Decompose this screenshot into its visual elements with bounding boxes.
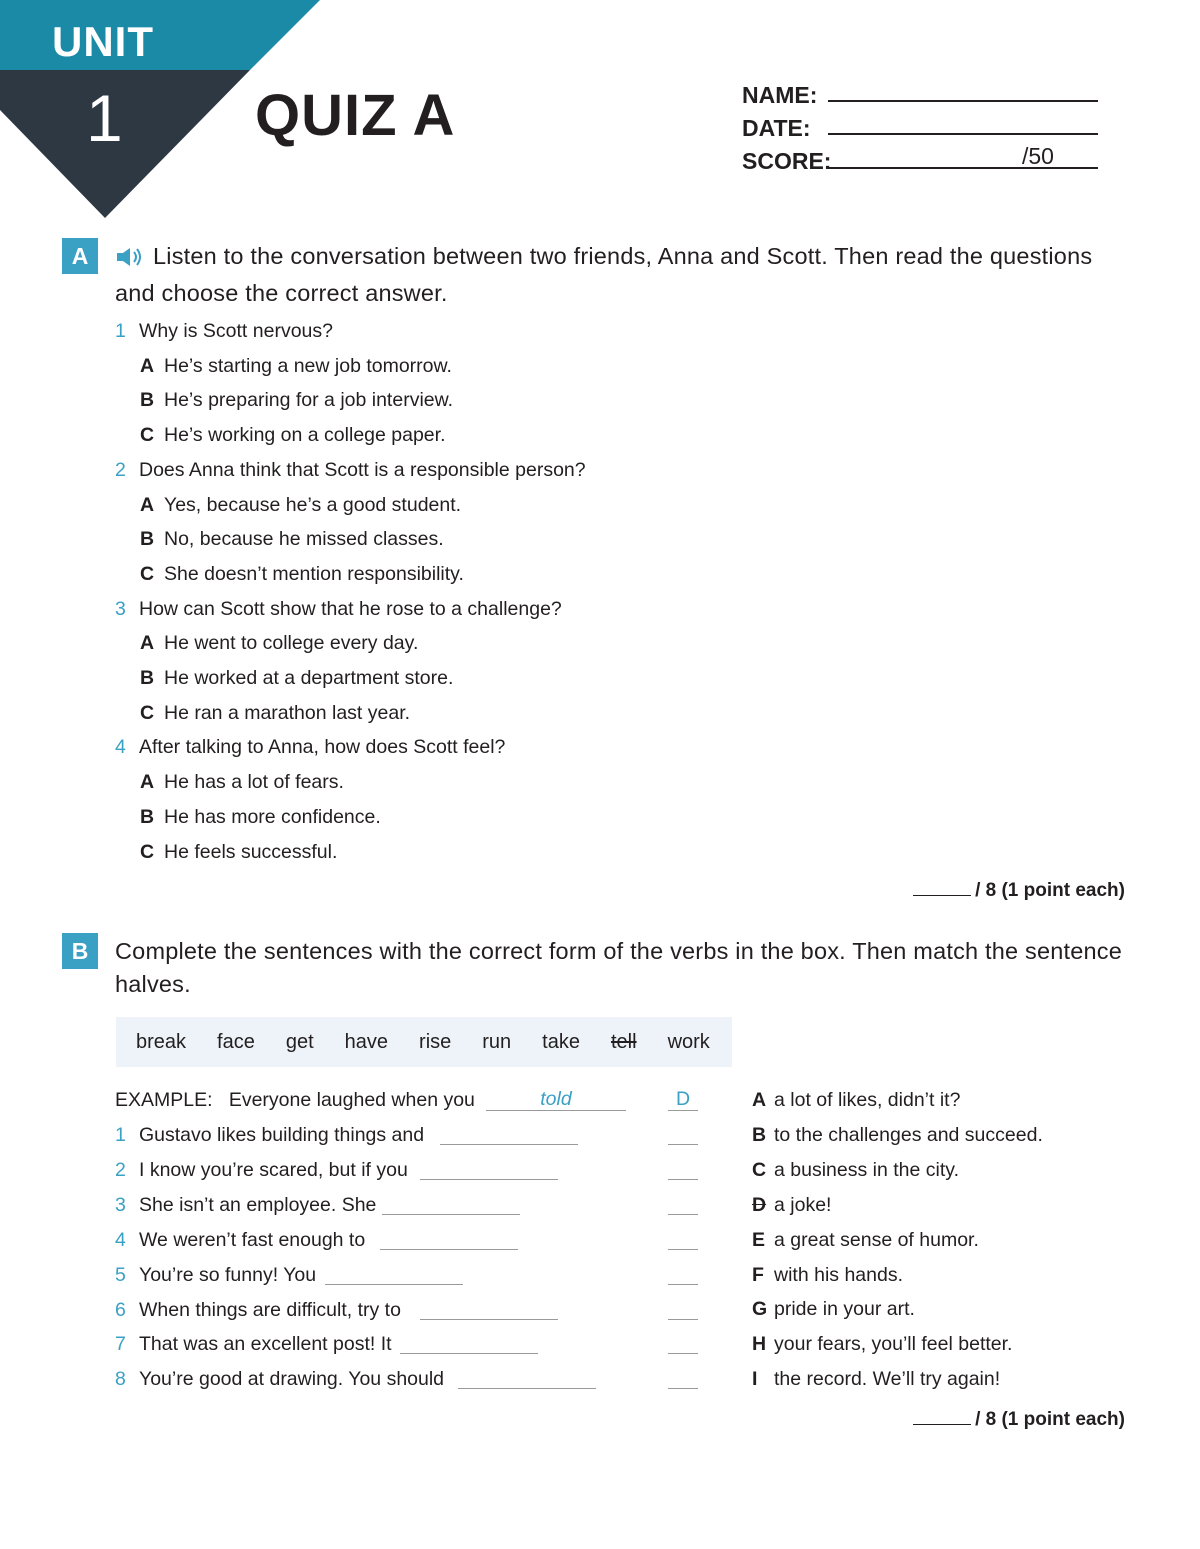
sentence-number: 4 (115, 1228, 126, 1251)
option-letter: A (140, 354, 155, 377)
option-letter: B (140, 389, 155, 412)
ending-letter: I (752, 1368, 758, 1391)
sentence-text: That was an excellent post! It (139, 1333, 392, 1356)
ending-text: a lot of likes, didn’t it? (774, 1089, 961, 1111)
ending-a (752, 1089, 960, 1112)
speaker-icon[interactable] (115, 244, 143, 277)
sentence-1 (115, 1124, 424, 1147)
ending-b (752, 1124, 1043, 1147)
sentence-6 (115, 1299, 401, 1322)
section-a-instruction-text: Listen to the conversation between two friends, Anna and Scott. Then read the questions and choose the correct answer. (115, 243, 1093, 306)
section-a-instruction (115, 240, 1125, 310)
option-text: He feels successful. (164, 840, 338, 863)
example-answer: told (540, 1088, 572, 1110)
section-a-points: / 8 (1 point each) (913, 880, 1125, 902)
score-label: SCORE: (742, 148, 832, 174)
sentence-5 (115, 1264, 316, 1287)
question-1 (115, 320, 333, 343)
answer-option[interactable] (140, 424, 445, 447)
match-letter-field[interactable] (668, 1388, 698, 1389)
sentence-number: 7 (115, 1333, 126, 1356)
question-2 (115, 459, 586, 482)
sentence-number: 5 (115, 1263, 126, 1286)
ending-text: your fears, you’ll feel better. (774, 1333, 1013, 1356)
sentence-8 (115, 1368, 444, 1391)
answer-option[interactable] (140, 667, 453, 690)
option-letter: C (140, 840, 155, 863)
option-text: He’s working on a college paper. (164, 424, 446, 447)
name-label: NAME: (742, 82, 818, 108)
word-box-item: work (667, 1030, 710, 1053)
option-letter: C (140, 562, 155, 585)
question-text: After talking to Anna, how does Scott feel? (139, 736, 506, 759)
verb-answer-field[interactable] (380, 1249, 518, 1250)
verb-answer-field[interactable] (420, 1319, 558, 1320)
ending-c (752, 1159, 959, 1182)
section-b-instruction: Complete the sentences with the correct form of the verbs in the box. Then match the sentence halves. (115, 938, 1122, 997)
option-letter: A (140, 493, 155, 516)
option-letter: C (140, 424, 155, 447)
word-box-item: run (482, 1030, 512, 1053)
verb-answer-field[interactable] (400, 1353, 538, 1354)
example-sentence (115, 1089, 475, 1112)
sentence-text: You’re good at drawing. You should (139, 1368, 445, 1391)
word-box-item-used: tell (610, 1030, 637, 1053)
sentence-7 (115, 1333, 392, 1356)
option-text: He has a lot of fears. (164, 771, 344, 794)
match-letter-field[interactable] (668, 1144, 698, 1145)
sentence-number: 2 (115, 1158, 126, 1181)
question-number: 2 (115, 458, 126, 481)
name-field[interactable] (828, 100, 1098, 102)
option-letter: B (140, 528, 155, 551)
option-letter: B (140, 667, 155, 689)
match-letter-field[interactable] (668, 1319, 698, 1320)
sentence-number: 3 (115, 1193, 126, 1216)
question-text: Does Anna think that Scott is a responsible person? (139, 458, 586, 481)
question-4 (115, 736, 505, 759)
answer-option[interactable] (140, 563, 464, 586)
ending-letter: C (752, 1158, 767, 1181)
page-title: QUIZ A (255, 83, 456, 148)
match-letter-field[interactable] (668, 1284, 698, 1285)
option-text: He worked at a department store. (164, 667, 454, 689)
section-b-score-field[interactable] (913, 1424, 971, 1425)
word-box-item: take (542, 1030, 580, 1053)
word-box-item: rise (419, 1030, 452, 1053)
sentence-3 (115, 1194, 376, 1217)
ending-text: pride in your art. (774, 1298, 915, 1321)
verb-answer-field[interactable] (458, 1388, 596, 1389)
ending-letter: G (752, 1298, 768, 1321)
sentence-text: I know you’re scared, but if you (139, 1158, 408, 1181)
option-text: Yes, because he’s a good student. (164, 493, 462, 516)
sentence-number: 1 (115, 1124, 126, 1146)
option-text: He ran a marathon last year. (164, 701, 411, 724)
ending-i (752, 1368, 1000, 1391)
date-label: DATE: (742, 115, 811, 141)
word-box-item: get (285, 1030, 314, 1053)
sentence-text: We weren’t fast enough to (139, 1228, 366, 1251)
word-box (116, 1017, 732, 1067)
ending-f (752, 1264, 903, 1287)
verb-answer-field[interactable] (382, 1214, 520, 1215)
section-b-badge: B (62, 933, 98, 969)
verb-answer-field[interactable] (420, 1179, 558, 1180)
answer-option[interactable] (140, 389, 453, 412)
ending-letter: A (752, 1089, 767, 1111)
word-box-item: break (136, 1030, 187, 1053)
ending-g (752, 1298, 915, 1321)
sentence-text: She isn’t an employee. She (139, 1193, 377, 1216)
unit-label: UNIT (52, 18, 154, 65)
question-number: 1 (115, 320, 126, 342)
answer-option[interactable] (140, 771, 344, 794)
match-letter-field[interactable] (668, 1214, 698, 1215)
option-letter: C (140, 701, 155, 724)
answer-option[interactable] (140, 355, 452, 378)
sentence-text: When things are difficult, try to (139, 1298, 401, 1321)
option-text: No, because he missed classes. (164, 528, 444, 551)
example-letter: D (675, 1088, 691, 1110)
option-letter: B (140, 805, 155, 828)
option-letter: A (140, 632, 155, 655)
question-number: 3 (115, 597, 126, 620)
ending-text: a joke! (774, 1193, 832, 1216)
ending-text: the record. We’ll try again! (774, 1368, 1001, 1391)
question-text: How can Scott show that he rose to a challenge? (139, 597, 562, 620)
sentence-text: You’re so funny! You (139, 1263, 317, 1286)
ending-letter: D (752, 1193, 767, 1216)
verb-answer-field[interactable] (325, 1284, 463, 1285)
answer-option[interactable] (140, 632, 418, 655)
answer-option[interactable] (140, 806, 381, 829)
answer-option[interactable] (140, 494, 461, 517)
section-a-badge: A (62, 238, 98, 274)
match-letter-field[interactable] (668, 1353, 698, 1354)
ending-h (752, 1333, 1012, 1356)
answer-option[interactable] (140, 702, 410, 725)
sentence-number: 8 (115, 1368, 126, 1391)
answer-option[interactable] (140, 841, 337, 864)
ending-d (752, 1194, 831, 1217)
sentence-4 (115, 1229, 365, 1252)
ending-text: a great sense of humor. (774, 1228, 979, 1251)
example-text: Everyone laughed when you (228, 1089, 475, 1111)
ending-letter: H (752, 1333, 767, 1356)
word-box-item: face (217, 1030, 255, 1053)
ending-text: a business in the city. (774, 1158, 959, 1181)
option-letter: A (140, 771, 155, 794)
sentence-number: 6 (115, 1298, 126, 1321)
option-text: She doesn’t mention responsibility. (164, 562, 464, 585)
option-text: He has more confidence. (164, 805, 381, 828)
question-number: 4 (115, 736, 126, 759)
unit-number: 1 (86, 81, 123, 155)
match-letter-field[interactable] (668, 1249, 698, 1250)
sentence-text: Gustavo likes building things and (139, 1124, 425, 1146)
option-text: He went to college every day. (164, 632, 419, 655)
ending-letter: E (752, 1228, 766, 1251)
sentence-2 (115, 1159, 408, 1182)
section-b-points: / 8 (1 point each) (913, 1409, 1125, 1431)
ending-letter: F (752, 1263, 764, 1286)
question-text: Why is Scott nervous? (139, 320, 333, 342)
verb-answer-field[interactable] (440, 1144, 578, 1145)
date-field[interactable] (828, 133, 1098, 135)
example-label: EXAMPLE: (115, 1089, 213, 1111)
score-total: /50 (1022, 143, 1054, 169)
option-text: He’s starting a new job tomorrow. (164, 354, 452, 377)
option-text: He’s preparing for a job interview. (164, 389, 454, 412)
match-letter-field[interactable] (668, 1179, 698, 1180)
ending-text: to the challenges and succeed. (774, 1123, 1043, 1146)
answer-option[interactable] (140, 528, 444, 551)
ending-text: with his hands. (774, 1263, 903, 1286)
word-box-item: have (344, 1030, 389, 1053)
ending-e (752, 1229, 979, 1252)
ending-letter: B (752, 1123, 767, 1146)
question-3 (115, 598, 562, 621)
score-field[interactable] (828, 167, 1098, 169)
section-a-score-field[interactable] (913, 895, 971, 896)
